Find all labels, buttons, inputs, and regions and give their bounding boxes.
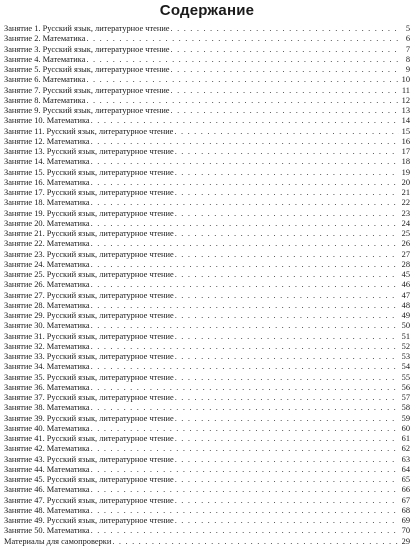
toc-dot-leader [175, 209, 399, 219]
toc-entry-page-number: 51 [401, 331, 410, 341]
toc-entry-page-number: 25 [401, 229, 410, 238]
toc-entry [4, 168, 410, 178]
toc-entry [4, 209, 410, 219]
toc-entry [4, 516, 410, 526]
toc-entry-page-number: 6 [405, 34, 410, 44]
toc-entry-label: Занятие 41. Русский язык, литературное чтение [4, 434, 174, 443]
toc-dot-leader [91, 137, 399, 147]
toc-entry [4, 219, 410, 229]
toc-dot-leader [91, 321, 399, 331]
toc-entry-label: Занятие 4. Математика [4, 54, 86, 64]
toc-entry-page-number: 49 [401, 311, 410, 320]
toc-entry-label: Занятие 16. Математика [4, 177, 90, 187]
toc-entry [4, 301, 410, 311]
toc-entry-page-number: 70 [401, 526, 410, 536]
toc-dot-leader [91, 362, 399, 372]
toc-entry [4, 260, 410, 270]
toc-dot-leader [86, 75, 399, 85]
toc-entry-page-number: 61 [401, 434, 410, 443]
toc-entry [4, 239, 410, 249]
toc-entry-page-number: 21 [401, 188, 410, 197]
toc-entry-label: Занятие 3. Русский язык, литературное чтение [4, 44, 170, 54]
toc-dot-leader [175, 373, 399, 383]
toc-entry-label: Занятие 8. Математика [4, 95, 86, 105]
toc-entry [4, 270, 410, 280]
toc-dot-leader [175, 455, 399, 465]
toc-entry-label: Занятие 40. Математика [4, 423, 90, 433]
toc-dot-leader [86, 96, 399, 106]
toc-entry [4, 383, 410, 393]
toc-entry [4, 34, 410, 44]
toc-entry [4, 342, 410, 352]
toc-entry-label: Занятие 32. Математика [4, 341, 90, 351]
toc-entry-page-number: 19 [401, 167, 410, 177]
toc-entry-page-number: 18 [401, 157, 410, 167]
toc-entry-label: Занятие 37. Русский язык, литературное чтение [4, 393, 174, 402]
toc-entry [4, 506, 410, 516]
toc-entry-label: Занятие 27. Русский язык, литературное чтение [4, 290, 174, 300]
toc-entry-page-number: 13 [401, 106, 410, 115]
toc-entry-label: Занятие 13. Русский язык, литературное чтение [4, 147, 174, 156]
toc-entry-page-number: 58 [401, 403, 410, 413]
toc-dot-leader [175, 516, 399, 526]
toc-entry-label: Занятие 23. Русский язык, литературное чтение [4, 249, 174, 259]
toc-entry-label: Занятие 6. Математика [4, 75, 86, 85]
toc-dot-leader [174, 127, 399, 137]
toc-entry-page-number: 66 [401, 485, 410, 495]
toc-entry-page-number: 63 [401, 454, 410, 464]
toc-entry [4, 75, 410, 85]
toc-entry-page-number: 53 [401, 352, 410, 361]
toc-entry [4, 137, 410, 147]
toc-entry-page-number: 9 [405, 65, 410, 74]
toc-entry [4, 55, 410, 65]
toc-entry-label: Занятие 29. Русский язык, литературное чтение [4, 311, 174, 320]
toc-entry-page-number: 22 [401, 198, 410, 208]
toc-entry-label: Занятие 47. Русский язык, литературное чтение [4, 495, 174, 505]
toc-entry-label: Занятие 20. Математика [4, 218, 90, 228]
toc-entry-label: Занятие 15. Русский язык, литературное чтение [4, 167, 174, 177]
toc-entry [4, 496, 410, 506]
toc-entry-label: Занятие 18. Математика [4, 198, 90, 208]
toc-dot-leader [175, 147, 399, 157]
toc-dot-leader [91, 178, 399, 188]
toc-entry-page-number: 68 [401, 505, 410, 515]
toc-entry-label: Занятие 36. Математика [4, 382, 90, 392]
toc-dot-leader [91, 506, 399, 516]
toc-entry-page-number: 56 [401, 382, 410, 392]
toc-dot-leader [91, 465, 399, 475]
toc-entry-label: Занятие 38. Математика [4, 403, 90, 413]
toc-entry-label: Занятие 33. Русский язык, литературное чтение [4, 352, 174, 361]
toc-entry-label: Занятие 12. Математика [4, 136, 90, 146]
toc-dot-leader [112, 537, 399, 547]
toc-dot-leader [175, 250, 399, 260]
toc-entry-label: Занятие 17. Русский язык, литературное чтение [4, 188, 174, 197]
toc-page [4, 0, 410, 550]
toc-dot-leader [175, 270, 399, 280]
toc-entry-label: Занятие 49. Русский язык, литературное чтение [4, 516, 174, 525]
toc-entry-label: Занятие 25. Русский язык, литературное чтение [4, 270, 174, 279]
toc-entry-page-number: 23 [401, 208, 410, 218]
toc-entry-label: Занятие 30. Математика [4, 321, 90, 331]
toc-dot-leader [91, 301, 399, 311]
toc-entry [4, 444, 410, 454]
toc-entry [4, 280, 410, 290]
toc-dot-leader [175, 352, 399, 362]
toc-list [4, 24, 410, 547]
toc-dot-leader [171, 45, 399, 55]
toc-dot-leader [175, 188, 399, 198]
toc-entry-label: Занятие 19. Русский язык, литературное чтение [4, 208, 174, 218]
toc-entry-label: Занятие 34. Математика [4, 362, 90, 372]
toc-dot-leader [175, 311, 399, 321]
toc-entry [4, 321, 410, 331]
toc-entry-page-number: 60 [401, 423, 410, 433]
toc-entry-page-number: 17 [401, 147, 410, 156]
toc-entry-label: Занятие 11. Русский язык, литературное чтение [4, 126, 174, 136]
page-title: Содержание [159, 2, 255, 19]
toc-entry-page-number: 62 [401, 444, 410, 454]
toc-entry-page-number: 65 [401, 475, 410, 484]
toc-dot-leader [175, 434, 399, 444]
toc-entry-page-number: 20 [401, 177, 410, 187]
toc-entry [4, 403, 410, 413]
toc-dot-leader [171, 24, 399, 34]
toc-dot-leader [91, 383, 399, 393]
toc-dot-leader [91, 157, 399, 167]
toc-entry-page-number: 54 [401, 362, 410, 372]
toc-entry [4, 250, 410, 260]
toc-entry-label: Занятие 43. Русский язык, литературное чтение [4, 454, 174, 464]
toc-entry-label: Занятие 22. Математика [4, 239, 90, 249]
toc-entry-page-number: 7 [405, 44, 410, 54]
toc-entry-label: Занятие 31. Русский язык, литературное чтение [4, 331, 174, 341]
toc-entry-label: Занятие 48. Математика [4, 505, 90, 515]
toc-entry-page-number: 59 [401, 413, 410, 423]
toc-entry-label: Занятие 21. Русский язык, литературное чтение [4, 229, 174, 238]
toc-entry [4, 526, 410, 536]
toc-dot-leader [171, 65, 399, 75]
toc-entry-page-number: 52 [401, 341, 410, 351]
toc-dot-leader [175, 393, 399, 403]
toc-entry-label: Занятие 7. Русский язык, литературное чтение [4, 85, 170, 95]
toc-entry-label: Занятие 9. Русский язык, литературное чтение [4, 106, 170, 115]
toc-dot-leader [91, 424, 399, 434]
toc-entry-label: Занятие 24. Математика [4, 259, 90, 269]
toc-dot-leader [91, 342, 399, 352]
toc-entry [4, 106, 410, 116]
toc-entry-page-number: 15 [401, 126, 410, 136]
toc-dot-leader [175, 332, 399, 342]
toc-dot-leader [91, 198, 399, 208]
toc-entry-page-number: 8 [405, 54, 410, 64]
toc-dot-leader [175, 168, 399, 178]
toc-entry [4, 332, 410, 342]
toc-entry-label: Занятие 42. Математика [4, 444, 90, 454]
toc-entry [4, 465, 410, 475]
toc-entry [4, 96, 410, 106]
toc-entry-label: Занятие 10. Математика [4, 116, 90, 126]
toc-entry [4, 434, 410, 444]
toc-entry-page-number: 46 [401, 280, 410, 290]
toc-entry [4, 188, 410, 198]
toc-dot-leader [175, 475, 399, 485]
toc-dot-leader [91, 219, 399, 229]
toc-entry-page-number: 28 [401, 259, 410, 269]
toc-dot-leader [175, 414, 399, 424]
toc-entry-page-number: 27 [401, 249, 410, 259]
toc-entry-label: Занятие 28. Математика [4, 300, 90, 310]
toc-entry [4, 373, 410, 383]
toc-dot-leader [91, 526, 399, 536]
toc-dot-leader [86, 34, 399, 44]
toc-entry-label: Занятие 1. Русский язык, литературное чтение [4, 24, 170, 33]
toc-entry [4, 65, 410, 75]
toc-dot-leader [91, 403, 399, 413]
toc-entry [4, 198, 410, 208]
toc-entry-label: Занятие 46. Математика [4, 485, 90, 495]
toc-entry-page-number: 11 [401, 85, 410, 95]
toc-dot-leader [175, 291, 399, 301]
toc-entry [4, 485, 410, 495]
toc-dot-leader [91, 239, 399, 249]
toc-dot-leader [91, 260, 399, 270]
toc-entry-label: Занятие 45. Русский язык, литературное чтение [4, 475, 174, 484]
toc-entry [4, 147, 410, 157]
toc-entry [4, 116, 410, 126]
toc-entry [4, 178, 410, 188]
toc-dot-leader [175, 496, 399, 506]
toc-entry-label: Занятие 44. Математика [4, 464, 90, 474]
toc-dot-leader [171, 86, 399, 96]
toc-entry-page-number: 48 [401, 300, 410, 310]
toc-dot-leader [86, 55, 399, 65]
toc-entry [4, 362, 410, 372]
toc-entry-page-number: 5 [405, 24, 410, 33]
toc-entry [4, 352, 410, 362]
toc-entry [4, 45, 410, 55]
toc-dot-leader [171, 106, 399, 116]
toc-entry-page-number: 10 [401, 75, 410, 85]
toc-entry-label: Занятие 14. Математика [4, 157, 90, 167]
toc-entry [4, 86, 410, 96]
toc-dot-leader [91, 280, 399, 290]
toc-entry-page-number: 69 [401, 516, 410, 525]
toc-entry-label: Занятие 5. Русский язык, литературное чтение [4, 65, 170, 74]
toc-entry-page-number: 57 [401, 393, 410, 402]
toc-entry-page-number: 64 [401, 464, 410, 474]
toc-entry-page-number: 29 [401, 536, 410, 546]
toc-entry [4, 291, 410, 301]
toc-entry-page-number: 55 [401, 372, 410, 382]
toc-dot-leader [91, 116, 399, 126]
toc-entry-label: Занятие 2. Математика [4, 34, 86, 44]
toc-entry-page-number: 67 [401, 495, 410, 505]
toc-entry-label: Занятие 26. Математика [4, 280, 90, 290]
toc-entry-page-number: 47 [401, 290, 410, 300]
toc-entry [4, 127, 410, 137]
toc-entry [4, 229, 410, 239]
toc-entry [4, 24, 410, 34]
toc-entry [4, 157, 410, 167]
toc-entry-page-number: 12 [401, 95, 410, 105]
toc-entry-label: Занятие 39. Русский язык, литературное чтение [4, 413, 174, 423]
toc-entry-page-number: 50 [401, 321, 410, 331]
toc-entry-label: Занятие 50. Математика [4, 526, 90, 536]
toc-entry-label: Занятие 35. Русский язык, литературное чтение [4, 372, 174, 382]
toc-dot-leader [91, 485, 399, 495]
toc-entry [4, 455, 410, 465]
toc-entry-page-number: 16 [401, 136, 410, 146]
toc-entry-page-number: 14 [401, 116, 410, 126]
toc-entry [4, 393, 410, 403]
toc-entry-page-number: 26 [401, 239, 410, 249]
toc-entry [4, 424, 410, 434]
toc-dot-leader [175, 229, 399, 239]
toc-entry-label: Материалы для самопроверки [4, 536, 112, 546]
toc-entry [4, 537, 410, 547]
toc-entry-page-number: 24 [401, 218, 410, 228]
toc-entry [4, 311, 410, 321]
toc-entry [4, 475, 410, 485]
toc-entry-page-number: 45 [401, 270, 410, 279]
toc-entry [4, 414, 410, 424]
toc-dot-leader [91, 444, 399, 454]
